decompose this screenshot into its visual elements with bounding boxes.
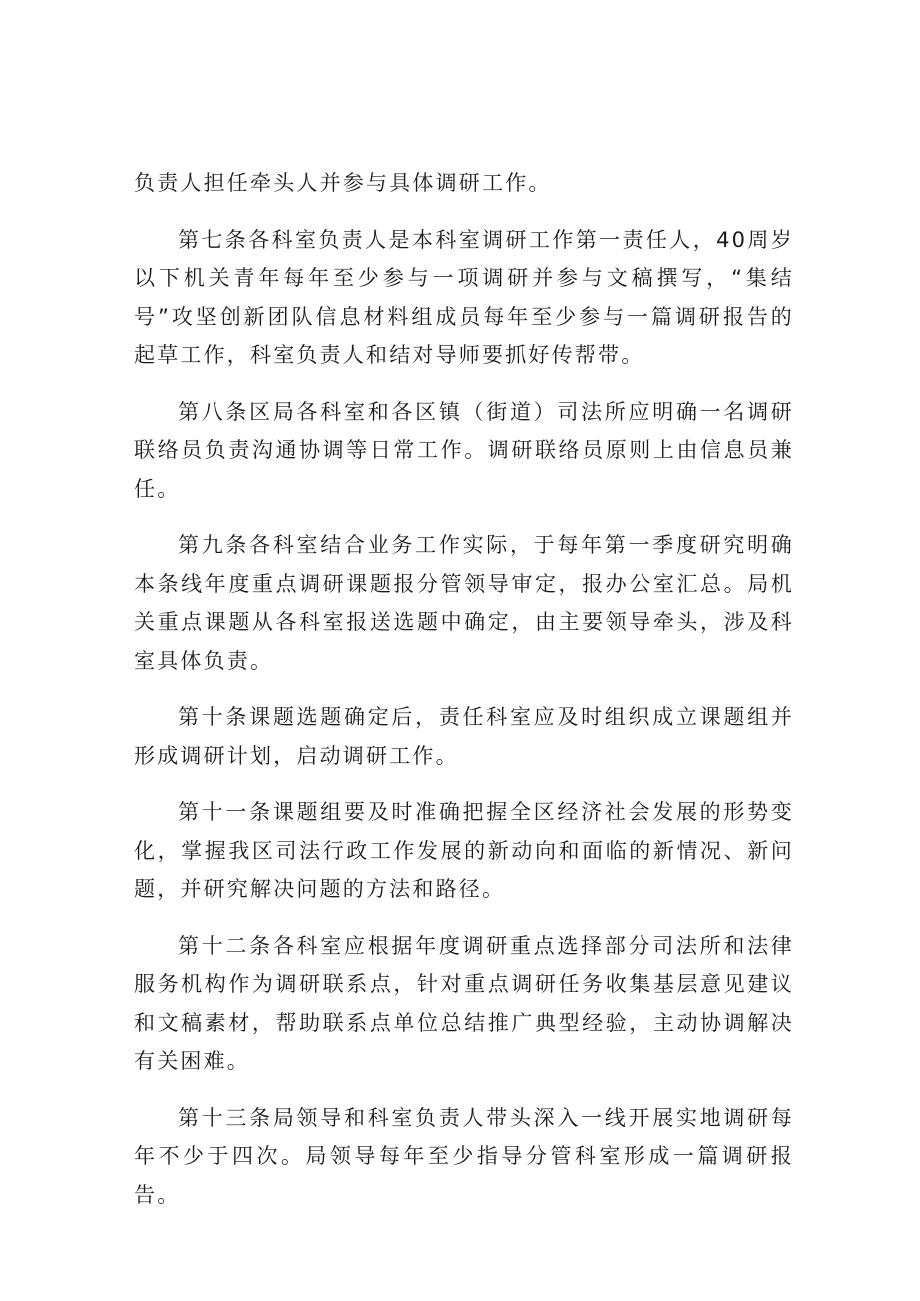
paragraph-article-8: 第八条区局各科室和各区镇（街道）司法所应明确一名调研联络员负责沟通协调等日常工作。调研联络员原则上由信息员兼任。 — [134, 399, 794, 501]
paragraph-article-7: 第七条各科室负责人是本科室调研工作第一责任人，40周岁以下机关青年每年至少参与一项调研并参与文稿撰写，“集结号”攻坚创新团队信息材料组成员每年至少参与一篇调研报告的起草工作，科室负责人和结对导师要抓好传帮带。 — [134, 227, 794, 367]
paragraph-continuation: 负责人担任牵头人并参与具体调研工作。 — [134, 171, 552, 195]
paragraph-article-9: 第九条各科室结合业务工作实际，于每年第一季度研究明确本条线年度重点调研课题报分管领导审定，报办公室汇总。局机关重点课题从各科室报送选题中确定，由主要领导牵头，涉及科室具体负责。 — [134, 533, 794, 673]
paragraph-article-12: 第十二条各科室应根据年度调研重点选择部分司法所和法律服务机构作为调研联系点，针对重点调研任务收集基层意见建议和文稿素材，帮助联系点单位总结推广典型经验，主动协调解决有关困难。 — [134, 933, 794, 1073]
paragraph-article-13: 第十三条局领导和科室负责人带头深入一线开展实地调研每年不少于四次。局领导每年至少指导分管科室形成一篇调研报告。 — [134, 1105, 794, 1207]
paragraph-article-11: 第十一条课题组要及时准确把握全区经济社会发展的形势变化，掌握我区司法行政工作发展的新动向和面临的新情况、新问题，并研究解决问题的方法和路径。 — [134, 800, 794, 901]
paragraph-article-10: 第十条课题选题确定后，责任科室应及时组织成立课题组并形成调研计划，启动调研工作。 — [134, 705, 794, 768]
